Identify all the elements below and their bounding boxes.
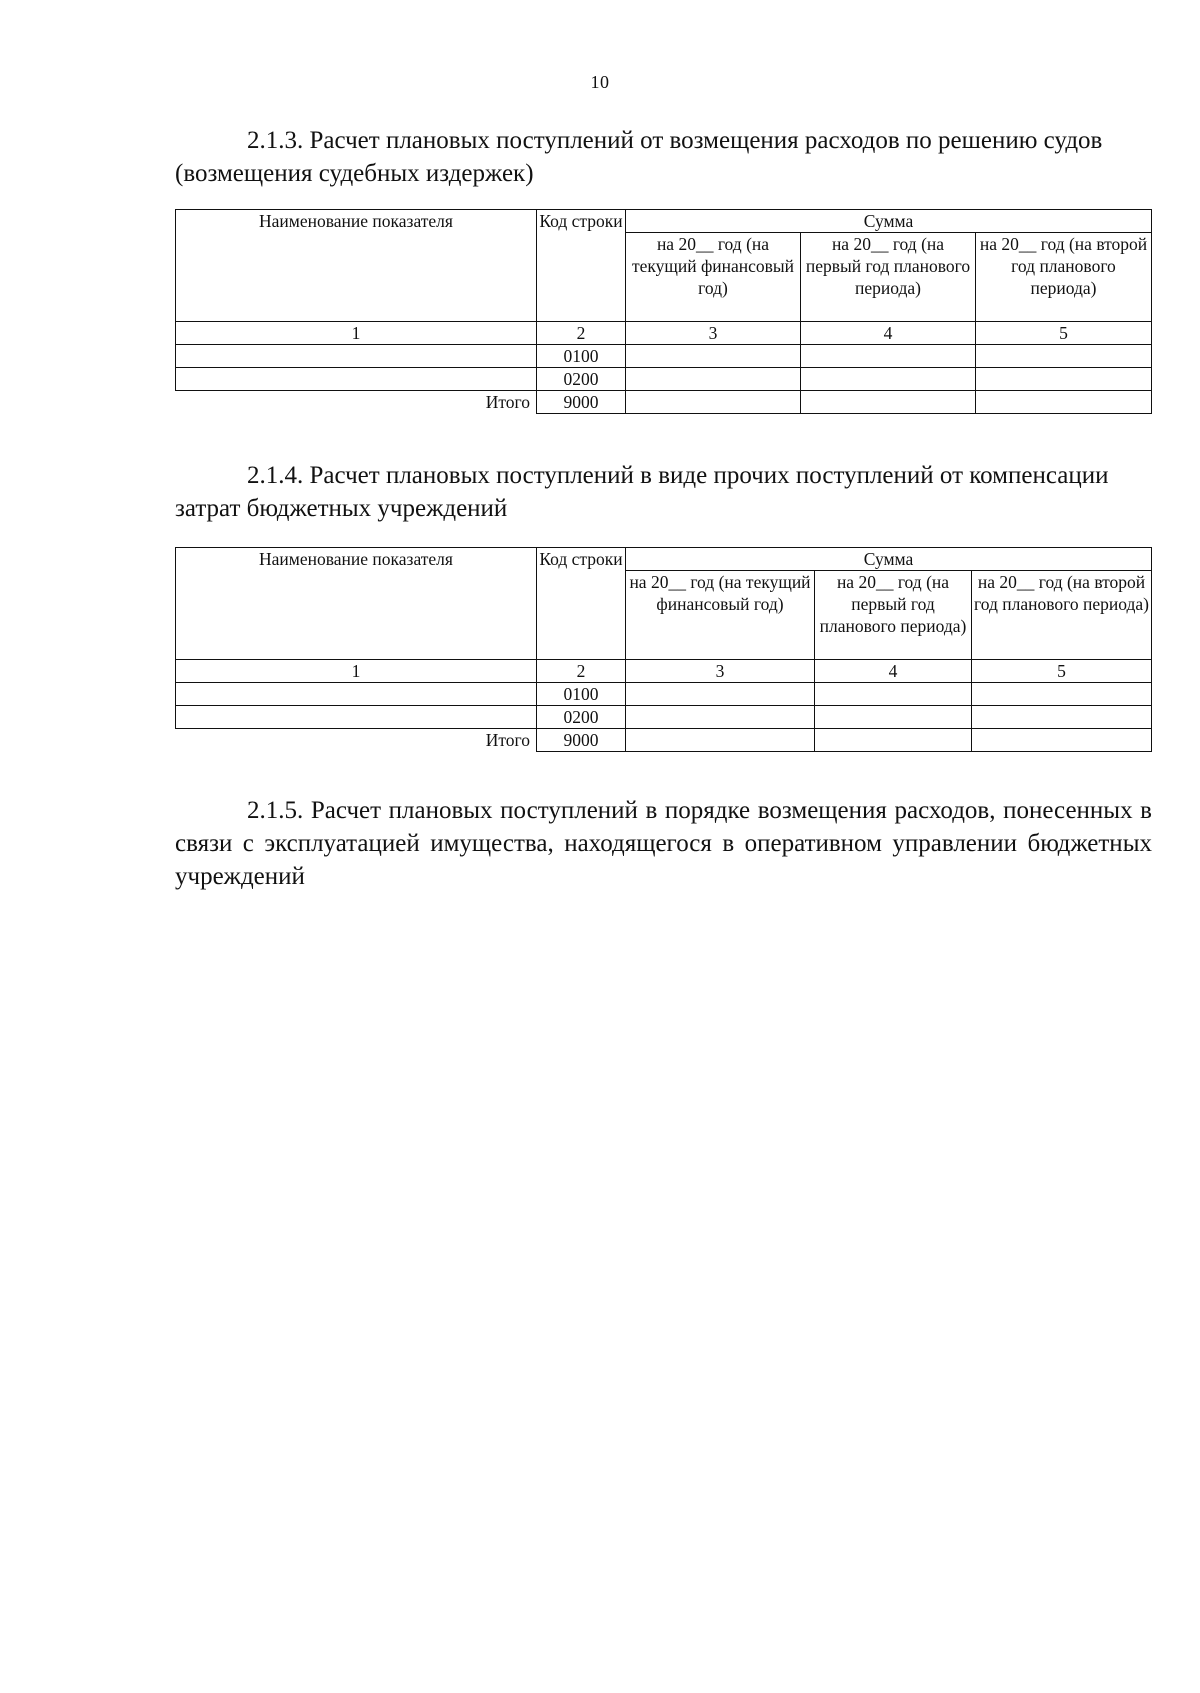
col-number: 3: [626, 660, 815, 683]
total-label: Итого: [176, 729, 537, 752]
col-number: 1: [176, 660, 537, 683]
row-code-cell: 0200: [537, 706, 626, 729]
col-header-year-second-plan: на 20__ год (на второй год планового периода): [972, 571, 1152, 660]
value-cell[interactable]: [976, 368, 1152, 391]
total-value-cell[interactable]: [626, 729, 815, 752]
col-header-year-first-plan: на 20__ год (на первый год планового периода): [815, 571, 972, 660]
section-heading-2-1-4: 2.1.4. Расчет плановых поступлений в виде прочих поступлений от компенсации затрат бюджетных учреждений: [175, 462, 1109, 522]
column-numbers-row: [176, 660, 1152, 683]
table-row: [176, 683, 1152, 706]
value-cell[interactable]: [815, 706, 972, 729]
col-number: 2: [537, 322, 626, 345]
col-header-year-current: на 20__ год (на текущий финансовый год): [626, 571, 815, 660]
section-heading-2-1-3: 2.1.3. Расчет плановых поступлений от возмещения расходов по решению судов (возмещения судебных издержек): [175, 127, 1103, 187]
row-name-cell[interactable]: [176, 345, 537, 368]
revenue-table-2-1-4: [175, 547, 1152, 752]
col-number: 5: [972, 660, 1152, 683]
col-number: 2: [537, 660, 626, 683]
table-header-row: [176, 210, 1152, 233]
value-cell[interactable]: [626, 683, 815, 706]
total-value-cell[interactable]: [626, 391, 801, 414]
total-value-cell[interactable]: [815, 729, 972, 752]
value-cell[interactable]: [815, 683, 972, 706]
value-cell[interactable]: [972, 706, 1152, 729]
row-name-cell[interactable]: [176, 368, 537, 391]
total-code-cell: 9000: [537, 729, 626, 752]
value-cell[interactable]: [626, 345, 801, 368]
table-row: [176, 368, 1152, 391]
col-header-year-first-plan: на 20__ год (на первый год планового периода): [801, 233, 976, 322]
table-row: [176, 706, 1152, 729]
column-numbers-row: [176, 322, 1152, 345]
col-number: 3: [626, 322, 801, 345]
value-cell[interactable]: [801, 345, 976, 368]
value-cell[interactable]: [626, 706, 815, 729]
total-value-cell[interactable]: [972, 729, 1152, 752]
value-cell[interactable]: [976, 345, 1152, 368]
revenue-table-2-1-3: [175, 209, 1152, 414]
total-value-cell[interactable]: [976, 391, 1152, 414]
page-number: 10: [590, 72, 610, 92]
col-header-code: Код строки: [537, 548, 626, 660]
value-cell[interactable]: [801, 368, 976, 391]
row-code-cell: 0200: [537, 368, 626, 391]
col-header-name: Наименование показателя: [176, 548, 537, 660]
col-header-sum: Сумма: [626, 210, 1152, 233]
col-number: 4: [815, 660, 972, 683]
col-header-name: Наименование показателя: [176, 210, 537, 322]
section-heading-2-1-5: 2.1.5. Расчет плановых поступлений в порядке возмещения расходов, понесенных в связи с эксплуатацией имущества, находящегося в оперативном управлении бюджетных учреждений: [175, 797, 1152, 890]
total-code-cell: 9000: [537, 391, 626, 414]
col-header-year-second-plan: на 20__ год (на второй год планового периода): [976, 233, 1152, 322]
col-header-sum: Сумма: [626, 548, 1152, 571]
value-cell[interactable]: [626, 368, 801, 391]
col-header-year-current: на 20__ год (на текущий финансовый год): [626, 233, 801, 322]
total-value-cell[interactable]: [801, 391, 976, 414]
table-row: [176, 345, 1152, 368]
total-row: [176, 391, 1152, 414]
row-name-cell[interactable]: [176, 683, 537, 706]
table-header-row: [176, 548, 1152, 571]
col-number: 5: [976, 322, 1152, 345]
col-header-code: Код строки: [537, 210, 626, 322]
col-number: 4: [801, 322, 976, 345]
total-label: Итого: [176, 391, 537, 414]
total-row: [176, 729, 1152, 752]
value-cell[interactable]: [972, 683, 1152, 706]
row-code-cell: 0100: [537, 345, 626, 368]
row-name-cell[interactable]: [176, 706, 537, 729]
col-number: 1: [176, 322, 537, 345]
row-code-cell: 0100: [537, 683, 626, 706]
